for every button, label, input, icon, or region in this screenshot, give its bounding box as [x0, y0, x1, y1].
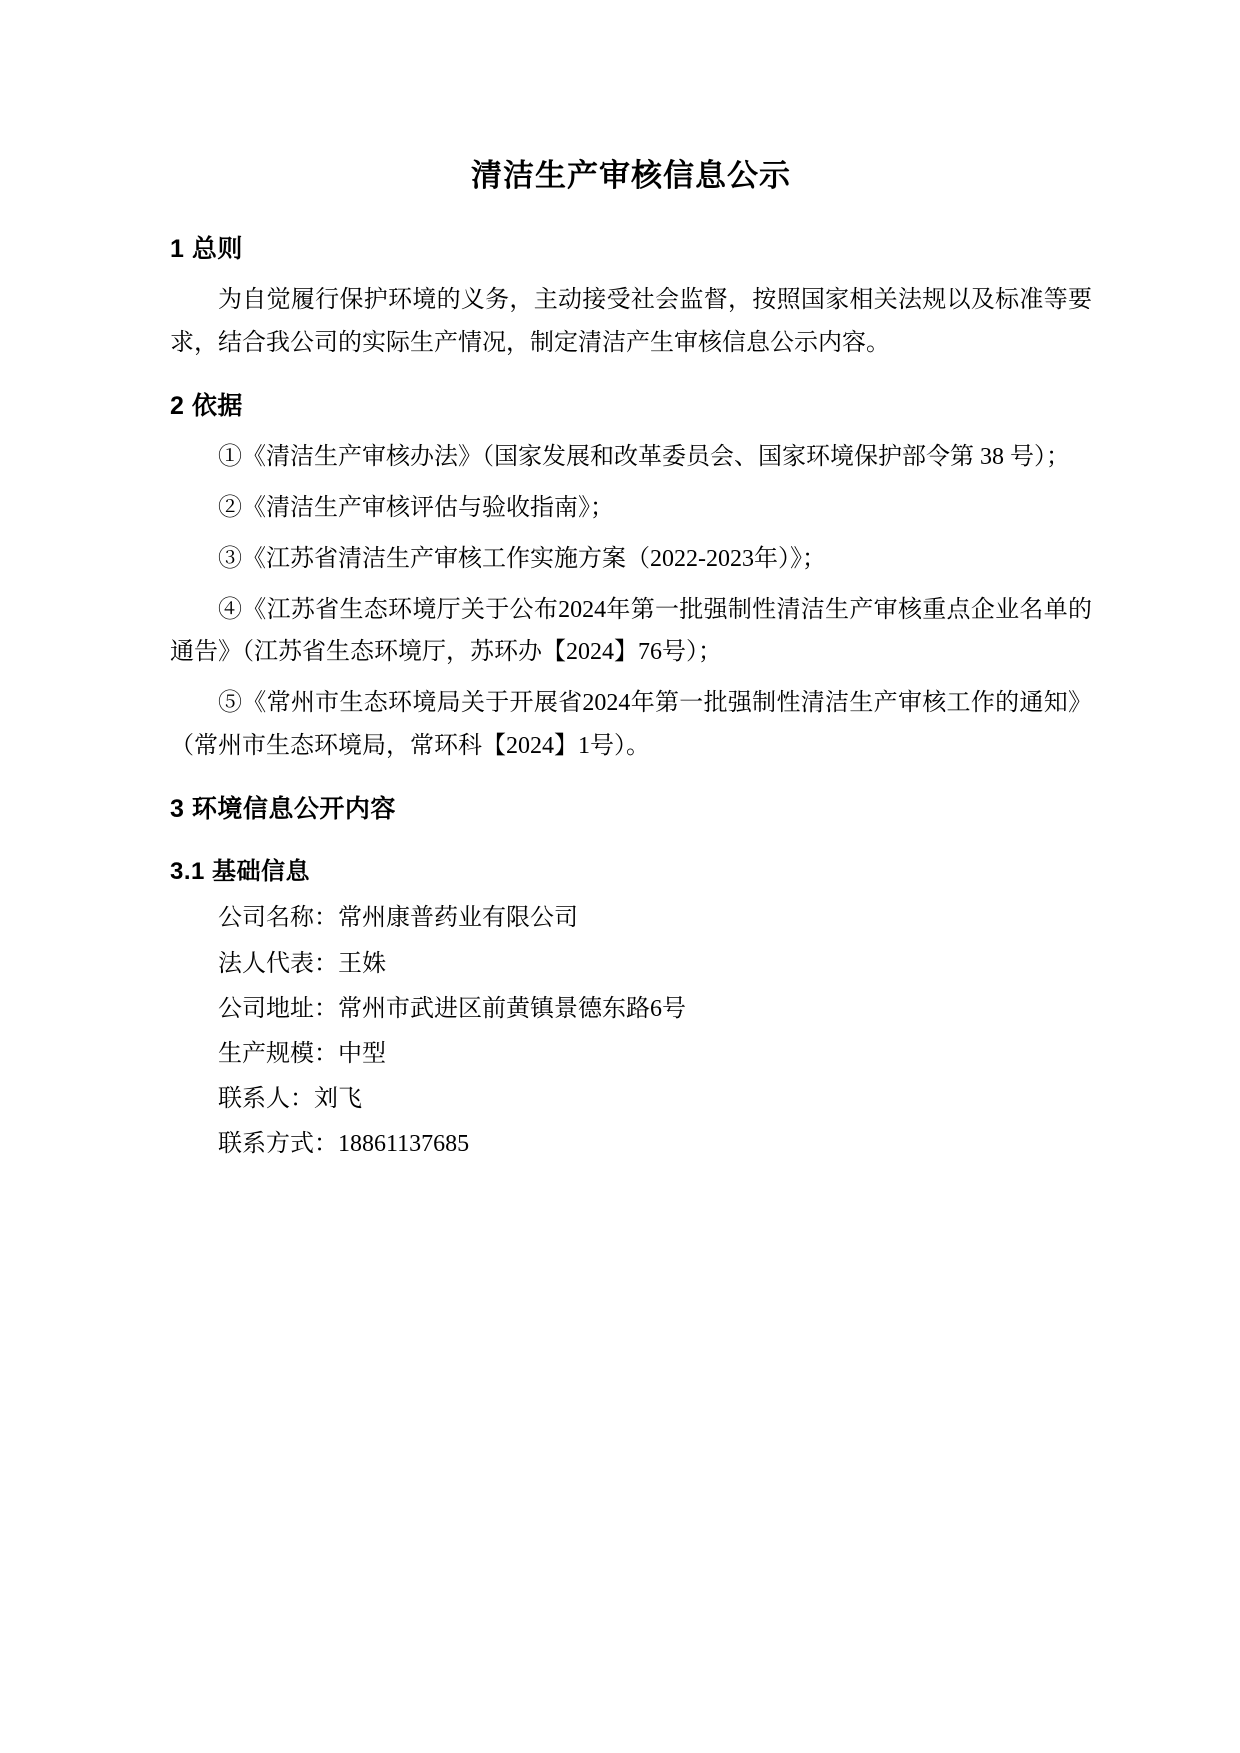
list-item: 公司名称：常州康普药业有限公司 — [218, 905, 578, 932]
section-2-paragraph-1: ①《清洁生产审核办法》（国家发展和改革委员会、国家环境保护部令第 38 号）； — [218, 444, 1070, 471]
section-basis — [170, 386, 1092, 767]
section-heading-2: 2 依据 — [170, 392, 243, 421]
section-general-principles — [170, 229, 1092, 364]
section-2-paragraph-4: ④《江苏省生态环境厅关于公布2024年第一批强制性清洁生产审核重点企业名单的通告》（江苏省生态环境厅，苏环办【2024】76号）； — [170, 596, 1092, 666]
page-title: 清洁生产审核信息公示 — [471, 158, 791, 193]
section-2-paragraph-2: ②《清洁生产审核评估与验收指南》； — [218, 495, 614, 522]
section-1-paragraph-1: 为自觉履行保护环境的义务，主动接受社会监督，按照国家相关法规以及标准等要求，结合我公司的实际生产情况，制定清洁产生审核信息公示内容。 — [170, 287, 1092, 356]
list-item: 法人代表：王姝 — [218, 950, 386, 977]
section-heading-3: 3 环境信息公开内容 — [170, 795, 396, 824]
section-heading-1: 1 总则 — [170, 235, 243, 263]
section-2-paragraph-3: ③《江苏省清洁生产审核工作实施方案（2022-2023年）》； — [218, 545, 826, 572]
section-2-paragraph-5: ⑤《常州市生态环境局关于开展省2024年第一批强制性清洁生产审核工作的通知》（常州市生态环境局，常环科【2024】1号）。 — [170, 690, 1092, 759]
list-item: 公司地址：常州市武进区前黄镇景德东路6号 — [218, 995, 686, 1022]
list-item: 联系方式：18861137685 — [218, 1131, 470, 1158]
sub-heading-3-1: 3.1 基础信息 — [170, 858, 311, 886]
basic-info-list — [170, 896, 1092, 1167]
list-item: 生产规模：中型 — [218, 1040, 386, 1067]
list-item: 联系人：刘飞 — [218, 1085, 362, 1112]
section-environmental-disclosure — [170, 789, 1092, 1167]
